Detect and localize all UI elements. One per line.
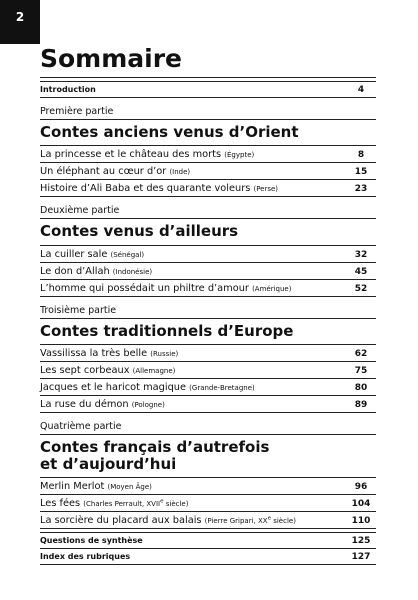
section-title: Contes anciens venus d’Orient [40, 120, 376, 146]
toc-page: 4 [357, 85, 365, 95]
toc-row-introduction[interactable] [40, 81, 376, 98]
section-title: Contes traditionnels d’Europe [40, 319, 376, 345]
toc-row[interactable] [40, 163, 376, 180]
toc-row[interactable] [40, 495, 376, 512]
toc-entry-origin: (Amérique) [252, 284, 292, 293]
toc-entry-title: Les fées [40, 498, 81, 510]
toc-entry-origin: (Russie) [150, 349, 179, 358]
page-number: 2 [15, 10, 25, 24]
toc-page: 8 [357, 150, 365, 161]
toc-page: 23 [354, 184, 368, 195]
toc-page: 80 [354, 382, 368, 393]
toc-page: 45 [354, 266, 368, 277]
part-label: Quatrième partie [40, 413, 376, 435]
toc-row[interactable] [40, 263, 376, 280]
toc-page: 96 [354, 482, 368, 493]
toc-row-index[interactable] [40, 549, 376, 565]
toc-entry-title: La cuiller sale [40, 248, 108, 260]
toc-entry-title: Le don d’Allah [40, 265, 110, 277]
toc-row[interactable] [40, 379, 376, 396]
toc-entry-title: Les sept corbeaux [40, 364, 130, 376]
toc-entry-origin: (Sénégal) [110, 250, 145, 259]
toc-row[interactable] [40, 246, 376, 263]
toc-entry-title: Merlin Merlot [40, 481, 105, 493]
page-title: Sommaire [40, 46, 376, 78]
toc-row[interactable] [40, 146, 376, 163]
page-number-badge [0, 0, 40, 44]
toc-entry-origin: (Indonésie) [112, 267, 153, 276]
toc-entry-title: Jacques et le haricot magique [40, 381, 187, 393]
toc-entry-origin: (Charles Perrault, XVIIe siècle) [83, 498, 189, 509]
toc-row[interactable] [40, 362, 376, 379]
toc-label: Questions de synthèse [40, 536, 143, 546]
section-title [40, 435, 376, 479]
toc-entry-title: L’homme qui possédait un philtre d’amour [40, 282, 249, 294]
toc-entry-origin: (Pologne) [131, 400, 165, 409]
toc-row[interactable] [40, 280, 376, 297]
toc-page: 127 [351, 552, 371, 563]
toc-entry-title: La ruse du démon [40, 398, 129, 410]
toc-label: Introduction [40, 85, 96, 94]
toc-row[interactable] [40, 512, 376, 529]
section-title-line: et d’aujourd’hui [40, 455, 177, 473]
toc-entry-title: La sorcière du placard aux balais [40, 515, 202, 527]
toc-row-questions[interactable] [40, 532, 376, 549]
toc-row[interactable] [40, 396, 376, 413]
toc-label: Index des rubriques [40, 552, 131, 562]
part-label: Première partie [40, 98, 376, 120]
toc-page: 110 [351, 516, 371, 527]
toc-page: 32 [354, 249, 368, 260]
toc-entry-title: Vassilissa la très belle [40, 347, 148, 359]
toc-page: 75 [354, 365, 368, 376]
part-label: Deuxième partie [40, 197, 376, 219]
table-of-contents [40, 46, 376, 565]
toc-row[interactable] [40, 180, 376, 197]
toc-entry-origin: (Perse) [253, 185, 279, 194]
toc-entry-origin: (Pierre Gripari, XXe siècle) [204, 515, 296, 526]
toc-page: 104 [351, 499, 371, 510]
toc-page: 89 [354, 399, 368, 410]
toc-entry-origin: (Grande-Bretagne) [189, 383, 255, 392]
toc-entry-title: Histoire d’Ali Baba et des quarante voleurs [40, 183, 251, 195]
section-title-line: Contes français d’autrefois [40, 437, 270, 456]
toc-entry-origin: (Inde) [169, 168, 191, 177]
part-label: Troisième partie [40, 297, 376, 319]
toc-page: 52 [354, 283, 368, 294]
toc-page: 15 [354, 167, 368, 178]
section-title: Contes venus d’ailleurs [40, 219, 376, 245]
toc-entry-origin: (Égypte) [224, 151, 255, 160]
toc-page: 125 [351, 536, 371, 547]
toc-page: 62 [354, 348, 368, 359]
toc-row[interactable] [40, 478, 376, 495]
toc-entry-origin: (Moyen Âge) [107, 483, 152, 492]
toc-entry-title: La princesse et le château des morts [40, 149, 222, 161]
toc-entry-title: Un éléphant au cœur d’or [40, 166, 167, 178]
toc-entry-origin: (Allemagne) [132, 366, 176, 375]
toc-row[interactable] [40, 345, 376, 362]
